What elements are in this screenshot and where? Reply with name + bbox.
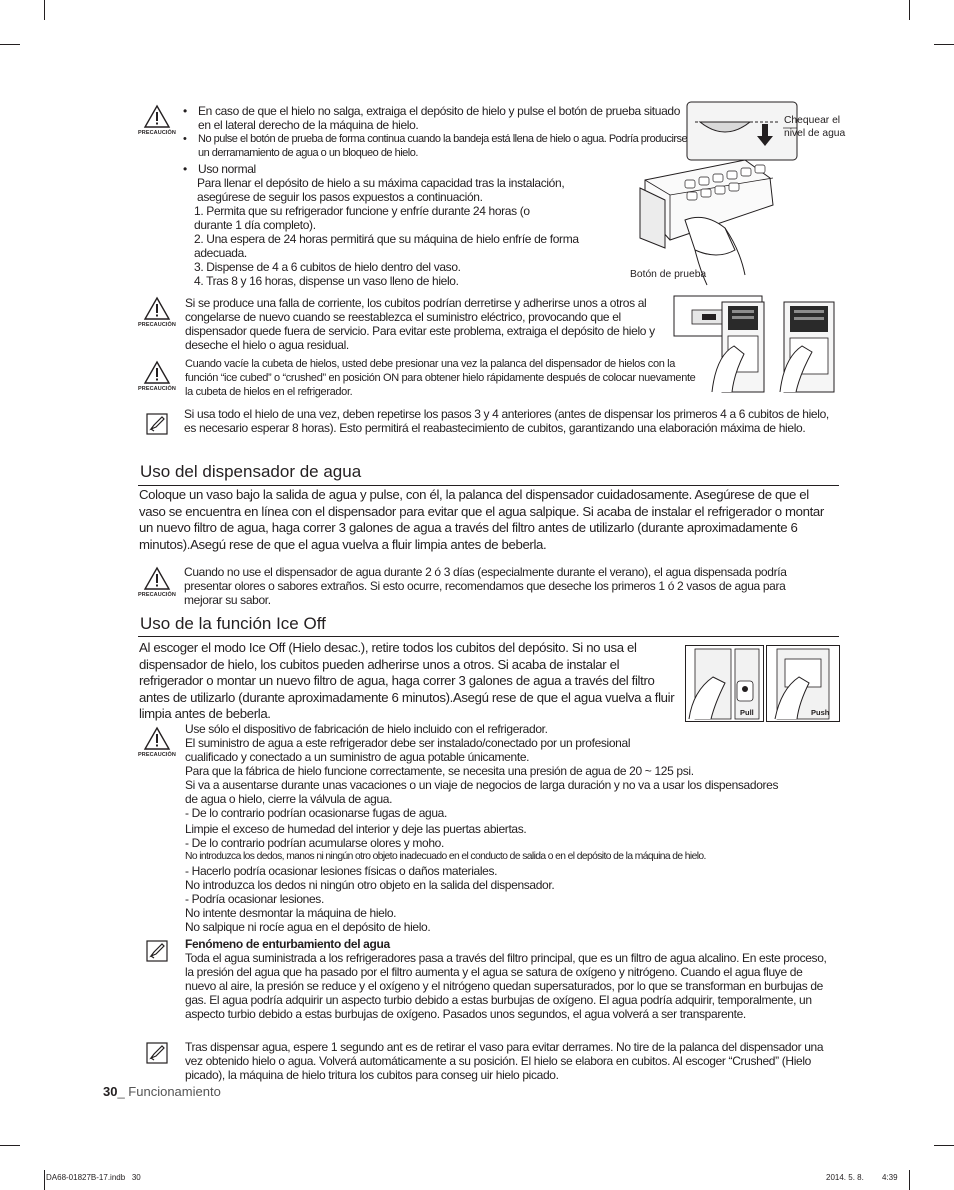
page-number: 30 [103,1084,118,1099]
normal-use-intro: Para llenar el depósito de hielo a su máxima capacidad tras la instalación, asegúrese de seguir los pasos expuestos a continuación. [197,176,565,204]
section-rule [138,485,839,486]
note-icon [146,1042,168,1064]
caution-line: Para que la fábrica de hielo funcione correctamente, se necesita una presión de agua de 20 ~ 125 psi. [185,764,694,778]
crop-mark [934,1145,954,1146]
step-item: 2. Una espera de 24 horas permitirá que su máquina de hielo enfríe de forma adecuada. [194,232,579,260]
caution-line: - Hacerlo podría ocasionar lesiones físicas o daños materiales. [185,864,498,878]
power-failure-caution: Si se produce una falla de corriente, los cubitos podrían derretirse y adherirse unos a otros al congelarse de nuevo cuando se reestablezca el suministro eléctrico, provocando que el dispensador quede fuera de servicio. Para evitar este problema, extraiga el depósito de hielo y deseche el hielo o agua residual. [185,296,655,352]
step-item: 4. Tras 8 y 16 horas, dispense un vaso lleno de hielo. [194,274,459,288]
step-item: 1. Permita que su refrigerador funcione y enfríe durante 24 horas (o durante 1 día completo). [194,204,530,232]
crop-mark [44,0,45,20]
use-all-ice-note: Si usa todo el hielo de una vez, deben repetirse los pasos 3 y 4 anteriores (antes de dispensar los primeros 4 a 6 cubitos de hielo, es necesario esperar 8 horas). Esto permitirá el reabastecimiento de cubitos, garantizando una elaboración máxima de hielo. [184,407,829,435]
ice-off-caution-list [185,722,845,934]
caution-line: No intente desmontar la máquina de hielo. [185,906,397,920]
bullet-item: • En caso de que el hielo no salga, extraiga el depósito de hielo y pulse el botón de prueba situado en el lateral derecho de la máquina de hielo. [183,104,688,132]
section-title-water: Uso del dispensador de agua [140,462,362,481]
crop-mark [0,1145,20,1146]
caution-line: - De lo contrario podrían acumularse olores y moho. [185,836,444,850]
note-icon [146,413,168,435]
print-file-info: DA68-01827B-17.indb 30 [46,1173,141,1182]
test-button-label: Botón de prueba [630,269,707,280]
crop-mark [909,0,910,20]
caution-icon [137,726,177,768]
caution-line: No introduzca los dedos ni ningún otro objeto en la salida del dispensador. [185,878,555,892]
normal-use-block [183,162,613,288]
caution-icon [137,566,177,608]
caution-line: No salpique ni rocíe agua en el depósito de hielo. [185,920,431,934]
caution-line: El suministro de agua a este refrigerador debe ser instalado/conectado por un profesional cualificado y conectado a un suministro de agua potable únicamente. [185,736,631,764]
caution-line: - Podría ocasionar lesiones. [185,892,324,906]
print-time: 4:39 [882,1173,898,1182]
check-water-label: Chequear el nivel de agua [784,115,846,139]
step-list [183,204,604,288]
caution-icon [137,104,177,146]
caution-line: No introduzca los dedos, manos ni ningún otro objeto inadecuado en el conducto de salida o en el depósito de la máquina de hielo. [185,851,706,862]
crop-mark [44,1170,45,1190]
caution-label: PRECAUCIÓN [138,386,176,392]
crop-mark [934,44,954,45]
section-title-ice-off: Uso de la función Ice Off [140,614,326,633]
caution-label: PRECAUCIÓN [138,322,176,328]
turbid-water-note [185,937,833,1021]
caution-line: - De lo contrario podrían ocasionarse fugas de agua. [185,806,447,820]
push-label: Push [811,708,830,717]
bullet-item: • No pulse el botón de prueba de forma continua cuando la bandeja está llena de hielo o agua. Podría producirse un derramamiento de agua o un bloqueo de hielo. [183,132,688,160]
crop-mark [0,44,20,45]
caution-icon [137,296,177,338]
normal-use-title: • Uso normal [183,162,613,176]
water-dispenser-body: Coloque un vaso bajo la salida de agua y pulse, con él, la palanca del dispensador cuidadosamente. Asegúrese de que el vaso se encuentra en línea con el dispensador para evitar que el agua salpique. Si acaba de instalar el refrigerador o montar un nuevo filtro de agua, haga correr 3 galones de agua a través del filtro antes de utilizarlo (durante aproximadamente 6 minutos).Asegú rese de que el agua vuelva a fluir limpia antes de beberla. [139,487,824,552]
caution-label: PRECAUCIÓN [138,592,176,598]
note-icon [146,940,168,962]
caution-line: Si va a ausentarse durante unas vacaciones o un viaje de negocios de larga duración y no va a usar los dispensadores de agua o hielo, cierre la válvula de agua. [185,778,779,806]
caution-label: PRECAUCIÓN [138,752,176,758]
caution-icon [137,360,177,402]
caution-line: Use sólo el dispositivo de fabricación de hielo incluido con el refrigerador. [185,722,548,736]
empty-bin-caution: Cuando vacíe la cubeta de hielos, usted debe presionar una vez la palanca del dispensador de hielos con la función “ice cubed” o “crushed” en posición ON para obtener hielo rápidamente después de colocar nuevamente la cubeta de hielos en el refrigerador. [185,358,696,398]
after-dispense-note: Tras dispensar agua, espere 1 segundo ant es de retirar el vaso para evitar derrames. No tire de la palanca del dispensador una vez obtenido hielo o agua. Volverá automáticamente a su posición. El hielo se elabora en cubitos. Al escoger “Crushed” (Hielo picado), la máquina de hielo tritura los cubitos para conseg uir hielo picado. [185,1040,824,1082]
step-item: 3. Dispense de 4 a 6 cubitos de hielo dentro del vaso. [194,260,461,274]
footer-section: _ Funcionamiento [117,1084,221,1099]
ice-test-bullets [183,104,688,160]
note-body: Toda el agua suministrada a los refrigeradores pasa a través del filtro principal, que es un filtro de agua alcalino. En este proceso, la presión del agua que ha pasado por el filtro aumenta y el agua se satura de oxígeno y nitrógeno. Cuando el agua fluye de nuevo al aire, la presión se reduce y el oxígeno y el nitrógeno quedan supersaturados, por lo que se transforman en burbujas de gas. El agua podría adquirir un aspecto turbio debido a estas burbujas de oxígeno. El agua podría adquirir, temporalmente, un aspecto turbio debido a estas burbujas de oxígeno. Pasados unos segundos, el agua volverá a ser transparente. [185,951,827,1021]
ice-off-body: Al escoger el modo Ice Off (Hielo desac.), retire todos los cubitos del depósito. Si no usa el dispensador de hielo, los cubitos pueden adherirse unos a otros. Si acaba de instalar el refrigerador o montar un nuevo filtro de agua, haga correr 3 galones de agua a través del filtro antes de utilizarlo (durante aproximadamente 6 minutos).Asegú rese de que el agua vuelva a fluir limpia antes de beberla. [139,640,675,721]
caution-label: PRECAUCIÓN [138,130,176,136]
section-rule [138,636,839,637]
pull-label: Pull [740,708,754,717]
note-title: Fenómeno de enturbamiento del agua [185,937,390,951]
crop-mark [909,1170,910,1190]
caution-line: Limpie el exceso de humedad del interior y deje las puertas abiertas. [185,822,527,836]
page-footer [103,1084,221,1099]
water-caution: Cuando no use el dispensador de agua durante 2 ó 3 días (especialmente durante el verano), el agua dispensada podría presentar olores o sabores extraños. Si esto ocurre, recomendamos que deseche los primeros 1 ó 2 vasos de agua para mejorar su sabor. [184,565,787,607]
print-date: 2014. 5. 8. [826,1173,864,1182]
